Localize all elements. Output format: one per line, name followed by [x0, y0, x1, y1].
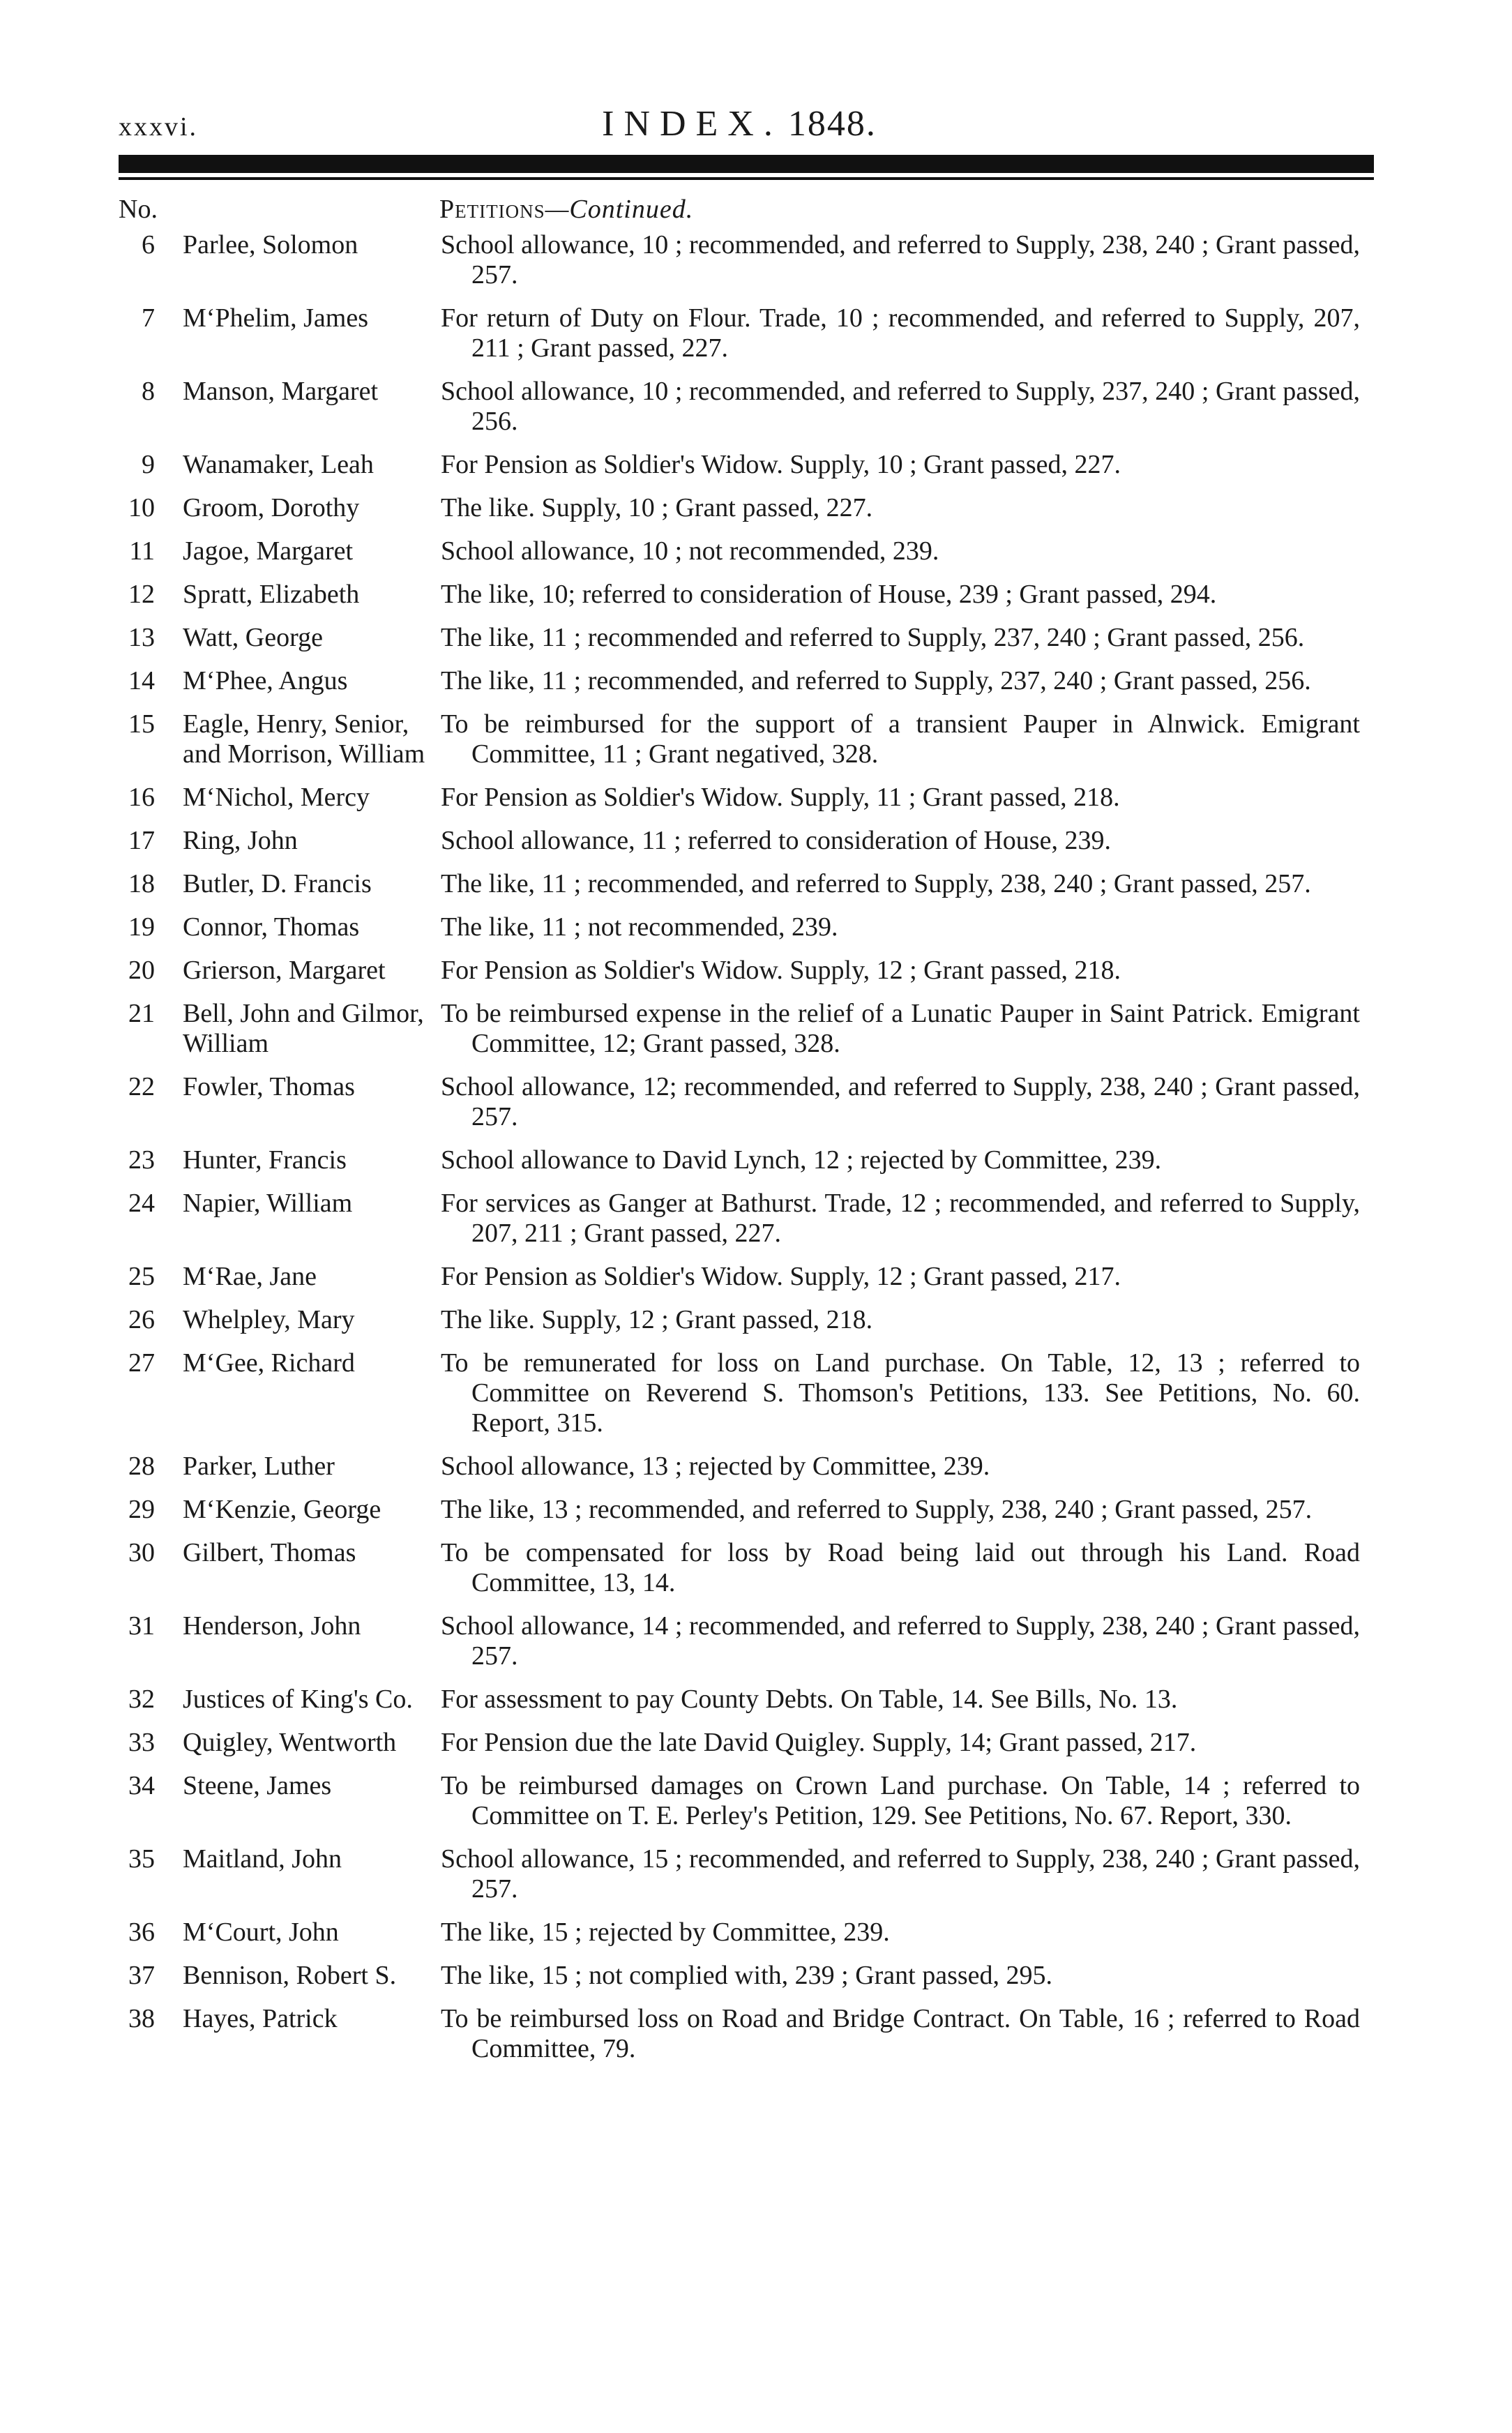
entry-name: Whelpley, Mary [183, 1305, 355, 1334]
entry-name: Wanamaker, Leah [183, 450, 374, 479]
entry-description: School allowance to David Lynch, 12 ; rejected by Committee, 239. [441, 1145, 1162, 1175]
index-entry [105, 230, 1374, 290]
entry-name: Parker, Luther [183, 1452, 335, 1481]
index-entry [105, 580, 1374, 610]
entry-name: Grierson, Margaret [183, 956, 386, 985]
entry-description: For services as Ganger at Bathurst. Trade, 12 ; recommended, and referred to Supply, 207, 211 ; Grant passed, 227. [441, 1189, 1360, 1248]
entry-description: To be reimbursed for the support of a transient Pauper in Alnwick. Emigrant Committee, 11 ; Grant negatived, 328. [441, 709, 1360, 769]
entry-number: 23 [128, 1145, 155, 1175]
entry-number: 19 [128, 912, 155, 942]
entry-name: M‘Phelim, James [183, 303, 368, 333]
entry-description: The like, 15 ; rejected by Committee, 239. [441, 1918, 890, 1947]
title-text: INDEX. [602, 104, 783, 144]
entry-number: 15 [128, 709, 155, 739]
index-entry [105, 1072, 1374, 1132]
entry-name: Quigley, Wentworth [183, 1728, 397, 1757]
entry-number: 30 [128, 1538, 155, 1567]
index-entry [105, 783, 1374, 813]
entry-description: The like, 11 ; not recommended, 239. [441, 912, 838, 942]
entry-name: Hunter, Francis [183, 1145, 347, 1175]
entry-number: 17 [128, 826, 155, 855]
entry-name: Parlee, Solomon [183, 230, 358, 259]
index-entry [105, 999, 1374, 1059]
entry-number: 6 [142, 230, 155, 259]
header-rule-thin [119, 177, 1374, 180]
entry-description: The like, 15 ; not complied with, 239 ; Grant passed, 295. [441, 1961, 1053, 1990]
index-entries [105, 230, 1374, 2064]
entry-number: 35 [128, 1844, 155, 1874]
entry-description: To be reimbursed loss on Road and Bridge Contract. On Table, 16 ; referred to Road Committee, 79. [441, 2004, 1360, 2063]
entry-description: The like, 11 ; recommended, and referred to Supply, 237, 240 ; Grant passed, 256. [441, 666, 1311, 695]
entry-description: For Pension due the late David Quigley. Supply, 14; Grant passed, 217. [441, 1728, 1197, 1757]
number-column-label: No. [119, 195, 158, 224]
index-entry [105, 1145, 1374, 1175]
index-entry [105, 1189, 1374, 1249]
entry-number: 11 [129, 536, 155, 566]
entry-description: To be compensated for loss by Road being laid out through his Land. Road Committee, 13, 14. [441, 1538, 1360, 1597]
index-entry [105, 303, 1374, 363]
entry-description: To be reimbursed damages on Crown Land purchase. On Table, 14 ; referred to Committee on T. E. Perley's Petition, 129. See Petitions, No. 67. Report, 330. [441, 1771, 1360, 1830]
entry-description: School allowance, 10 ; not recommended, 239. [441, 536, 939, 566]
entry-description: For Pension as Soldier's Widow. Supply, 10 ; Grant passed, 227. [441, 450, 1121, 479]
entry-number: 24 [128, 1189, 155, 1218]
index-entry [105, 377, 1374, 437]
entry-description: The like, 11 ; recommended and referred to Supply, 237, 240 ; Grant passed, 256. [441, 623, 1305, 652]
entry-description: To be remunerated for loss on Land purchase. On Table, 12, 13 ; referred to Committee on Reverend S. Thomson's Petitions, 133. See Petitions, No. 60. Report, 315. [441, 1348, 1360, 1438]
entry-number: 38 [128, 2004, 155, 2033]
page-number: xxxvi. [119, 112, 199, 142]
entry-name: Gilbert, Thomas [183, 1538, 356, 1567]
index-entry [105, 623, 1374, 653]
index-entry [105, 1495, 1374, 1525]
index-entry [105, 1844, 1374, 1904]
entry-number: 33 [128, 1728, 155, 1757]
entry-description: School allowance, 14 ; recommended, and referred to Supply, 238, 240 ; Grant passed, 257. [441, 1611, 1360, 1671]
entry-name: Steene, James [183, 1771, 332, 1800]
entry-number: 14 [128, 666, 155, 695]
entry-number: 13 [128, 623, 155, 652]
index-entry [105, 450, 1374, 480]
entry-name: Maitland, John [183, 1844, 342, 1874]
entry-name: Bell, John and Gilmor, William [183, 999, 424, 1058]
index-entry [105, 1728, 1374, 1758]
entry-description: The like. Supply, 12 ; Grant passed, 218. [441, 1305, 873, 1334]
index-entry [105, 826, 1374, 856]
entry-number: 28 [128, 1452, 155, 1481]
entry-number: 12 [128, 580, 155, 609]
index-entry [105, 1611, 1374, 1671]
entry-name: Watt, George [183, 623, 323, 652]
entry-name: M‘Gee, Richard [183, 1348, 355, 1378]
entry-number: 36 [128, 1918, 155, 1947]
entry-name: Butler, D. Francis [183, 869, 372, 898]
entry-number: 21 [128, 999, 155, 1028]
entry-number: 10 [128, 493, 155, 522]
entry-description: School allowance, 15 ; recommended, and referred to Supply, 238, 240 ; Grant passed, 257. [441, 1844, 1360, 1904]
entry-number: 20 [128, 956, 155, 985]
entry-number: 22 [128, 1072, 155, 1101]
index-entry [105, 666, 1374, 696]
index-entry [105, 1305, 1374, 1335]
entry-name: M‘Phee, Angus [183, 666, 348, 695]
index-entry [105, 912, 1374, 942]
entry-description: The like, 11 ; recommended, and referred to Supply, 238, 240 ; Grant passed, 257. [441, 869, 1311, 898]
entry-number: 25 [128, 1262, 155, 1291]
index-entry [105, 709, 1374, 769]
entry-name: M‘Court, John [183, 1918, 339, 1947]
index-entry [105, 1348, 1374, 1438]
entry-description: School allowance, 13 ; rejected by Committee, 239. [441, 1452, 990, 1481]
entry-number: 31 [128, 1611, 155, 1641]
index-entry [105, 1961, 1374, 1991]
index-entry [105, 1685, 1374, 1715]
entry-description: For Pension as Soldier's Widow. Supply, 11 ; Grant passed, 218. [441, 783, 1120, 812]
index-entry [105, 1452, 1374, 1482]
entry-name: Spratt, Elizabeth [183, 580, 360, 609]
entry-name: M‘Kenzie, George [183, 1495, 381, 1524]
entry-number: 18 [128, 869, 155, 898]
index-entry [105, 1771, 1374, 1831]
entry-name: Bennison, Robert S. [183, 1961, 397, 1990]
index-entry [105, 536, 1374, 566]
entry-number: 7 [142, 303, 155, 333]
entry-description: For return of Duty on Flour. Trade, 10 ; recommended, and referred to Supply, 207, 211 ; Grant passed, 227. [441, 303, 1360, 363]
entry-number: 8 [142, 377, 155, 406]
index-page [105, 84, 1374, 2077]
page-title [105, 103, 1374, 144]
entry-name: Manson, Margaret [183, 377, 379, 406]
entry-name: Hayes, Patrick [183, 2004, 338, 2033]
entry-number: 29 [128, 1495, 155, 1524]
entry-name: Justices of King's Co. [183, 1685, 413, 1714]
entry-description: School allowance, 10 ; recommended, and referred to Supply, 237, 240 ; Grant passed, 256. [441, 377, 1360, 436]
entry-description: For Pension as Soldier's Widow. Supply, 12 ; Grant passed, 218. [441, 956, 1121, 985]
index-entry [105, 493, 1374, 523]
entry-description: School allowance, 12; recommended, and referred to Supply, 238, 240 ; Grant passed, 257. [441, 1072, 1360, 1131]
index-entry [105, 956, 1374, 986]
title-year: 1848. [787, 104, 877, 144]
entry-number: 34 [128, 1771, 155, 1800]
entry-name: Groom, Dorothy [183, 493, 360, 522]
entry-description: The like. Supply, 10 ; Grant passed, 227. [441, 493, 873, 522]
index-entry [105, 1262, 1374, 1292]
entry-number: 16 [128, 783, 155, 812]
page-header [105, 84, 1374, 146]
entry-name: Henderson, John [183, 1611, 361, 1641]
entry-number: 37 [128, 1961, 155, 1990]
index-entry [105, 869, 1374, 899]
entry-name: Jagoe, Margaret [183, 536, 354, 566]
entry-number: 27 [128, 1348, 155, 1378]
index-entry [105, 2004, 1374, 2064]
entry-description: For assessment to pay County Debts. On Table, 14. See Bills, No. 13. [441, 1685, 1178, 1714]
section-subheader [105, 184, 1374, 230]
entry-name: M‘Rae, Jane [183, 1262, 317, 1291]
entry-number: 26 [128, 1305, 155, 1334]
header-rule-thick [119, 155, 1374, 173]
index-entry [105, 1918, 1374, 1948]
entry-number: 9 [142, 450, 155, 479]
entry-description: For Pension as Soldier's Widow. Supply, 12 ; Grant passed, 217. [441, 1262, 1121, 1291]
entry-name: Ring, John [183, 826, 298, 855]
index-entry [105, 1538, 1374, 1598]
entry-description: School allowance, 11 ; referred to consideration of House, 239. [441, 826, 1111, 855]
entry-name: Napier, William [183, 1189, 353, 1218]
entry-name: Fowler, Thomas [183, 1072, 355, 1101]
entry-description: The like, 10; referred to consideration of House, 239 ; Grant passed, 294. [441, 580, 1217, 609]
entry-description: To be reimbursed expense in the relief of a Lunatic Pauper in Saint Patrick. Emigrant Committee, 12; Grant passed, 328. [441, 999, 1360, 1058]
entry-number: 32 [128, 1685, 155, 1714]
entry-description: School allowance, 10 ; recommended, and referred to Supply, 238, 240 ; Grant passed, 257. [441, 230, 1360, 289]
entry-name: Connor, Thomas [183, 912, 360, 942]
section-title: Petitions—Continued. [439, 195, 694, 224]
entry-name: M‘Nichol, Mercy [183, 783, 370, 812]
entry-description: The like, 13 ; recommended, and referred to Supply, 238, 240 ; Grant passed, 257. [441, 1495, 1313, 1524]
entry-name: Eagle, Henry, Senior, and Morrison, William [183, 709, 425, 769]
